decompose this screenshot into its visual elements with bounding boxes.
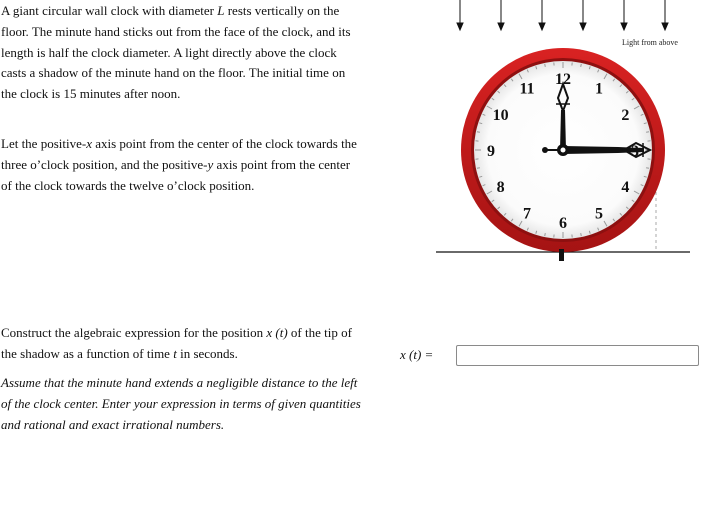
clock-tick	[545, 233, 546, 236]
clock-tick	[581, 233, 582, 236]
light-label: Light from above	[622, 38, 678, 47]
clock-tick	[477, 132, 480, 133]
clock-numeral-11: 11	[519, 80, 535, 98]
clock-numeral-7: 7	[523, 205, 531, 223]
clock-numeral-5: 5	[595, 205, 603, 223]
clock-numeral-9: 9	[487, 143, 495, 160]
assumption-note: Assume that the minute hand extends a negligible distance to the left of the clock center. Enter your expression in terms of given quantities and rational and exact irrational numbers.	[1, 375, 361, 432]
var-L: L	[217, 3, 225, 18]
light-rays-icon	[457, 0, 668, 30]
clock-tick	[477, 168, 480, 169]
clock-numeral-12: 12	[555, 71, 571, 88]
answer-label: x (t) =	[400, 347, 434, 362]
clock-numeral-2: 2	[621, 107, 630, 124]
clock-tick	[646, 168, 649, 169]
question-text: Construct the algebraic expression for the position x (t) of the tip of the shadow as a function of time t in seconds.	[1, 325, 352, 361]
clock-numeral-8: 8	[496, 179, 505, 196]
problem-statement: A giant circular wall clock with diameter L rests vertically on the floor. The minute hand sticks out from the face of the clock, and its length is half the clock diameter. A light directly above the clock casts a shadow of the minute hand on the floor. The initial time on the clock is 15 minutes after noon.	[1, 3, 351, 102]
clock-tick	[545, 64, 546, 67]
clock-numeral-10: 10	[492, 107, 509, 124]
clock-numeral-6: 6	[559, 215, 567, 232]
answer-input[interactable]	[456, 345, 699, 366]
var-x: x	[86, 136, 92, 151]
clock-center-inner	[561, 148, 566, 153]
clock-figure	[432, 0, 702, 268]
var-t: t	[173, 345, 177, 361]
clock-numeral-1: 1	[595, 80, 603, 98]
clock-tick	[581, 64, 582, 67]
expr-x-of-t: x (t)	[266, 325, 288, 340]
axis-definition: Let the positive-x axis point from the center of the clock towards the three o’clock position, and the positive-y axis point from the center of the clock towards the twelve o’clock position.	[1, 136, 357, 193]
shadow-marker	[559, 249, 564, 261]
var-y: y	[207, 156, 214, 172]
clock-tick	[646, 132, 649, 133]
clock-numeral-4: 4	[621, 179, 630, 196]
